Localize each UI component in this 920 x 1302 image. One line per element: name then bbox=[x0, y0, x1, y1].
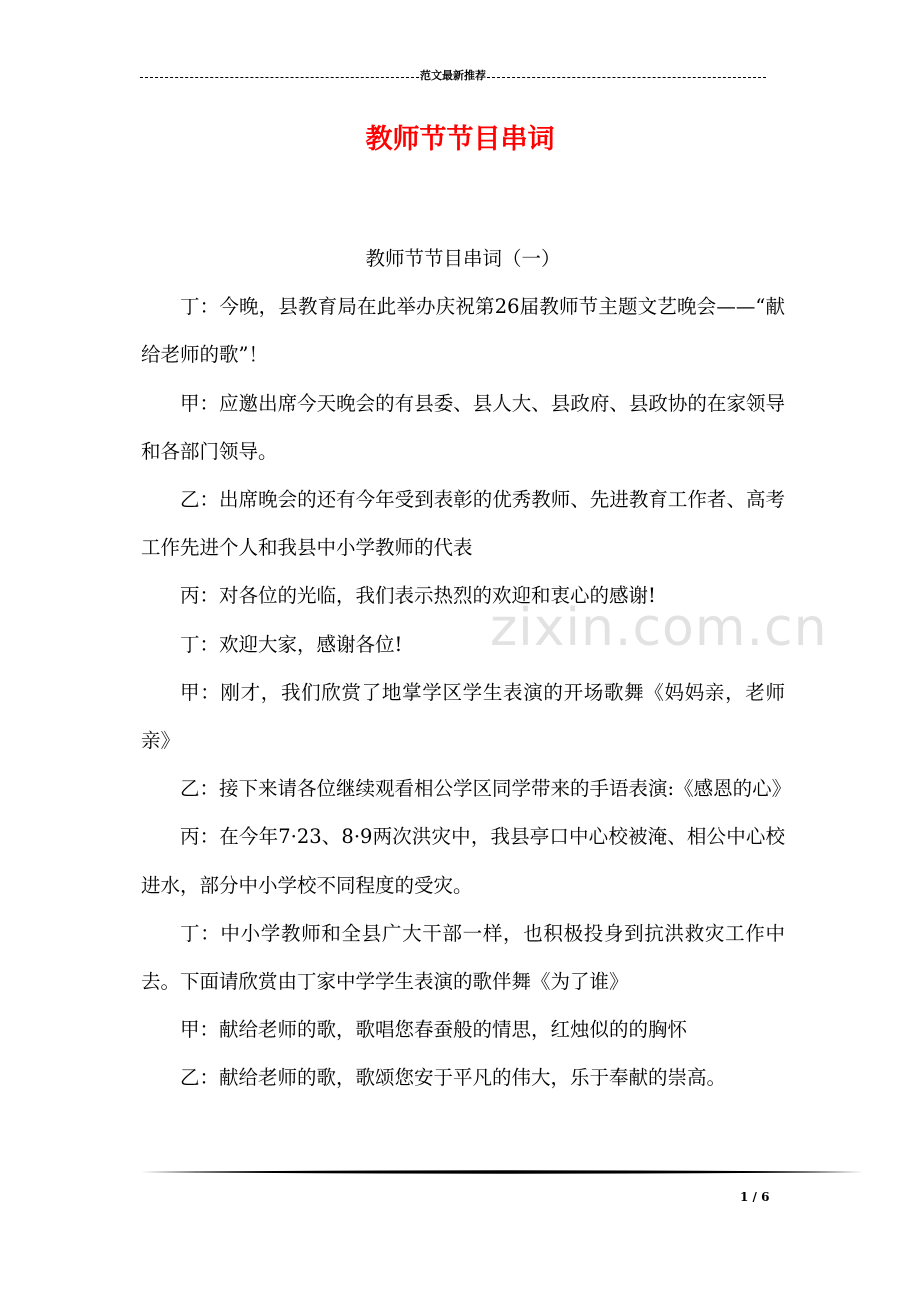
paragraph: 丙：对各位的光临，我们表示热烈的欢迎和衷心的感谢! bbox=[180, 584, 656, 608]
header-label: 范文最新推荐 bbox=[420, 69, 486, 82]
paragraph: 甲：应邀出席今天晚会的有县委、县人大、县政府、县政协的在家领导和各部门领导。 bbox=[141, 391, 785, 463]
document-body bbox=[141, 235, 792, 1103]
header-dash-right bbox=[487, 77, 766, 78]
paragraph: 甲：献给老师的歌，歌唱您春蚕般的情思，红烛似的的胸怀 bbox=[180, 1018, 688, 1042]
paragraph: 丙：在今年7·23、8·9两次洪灾中，我县亭口中心校被淹、相公中心校进水，部分中小学校不同程度的受灾。 bbox=[141, 825, 785, 897]
document-title: 教师节节目串词 bbox=[365, 124, 555, 155]
paragraph: 乙：献给老师的歌，歌颂您安于平凡的伟大，乐于奉献的崇高。 bbox=[180, 1066, 727, 1090]
watermark: zixin.com.cn bbox=[490, 598, 828, 658]
paragraph: 丁：中小学教师和全县广大干部一样，也积极投身到抗洪救灾工作中去。下面请欣赏由丁家中学学生表演的歌伴舞《为了谁》 bbox=[141, 921, 785, 994]
header-dash-left bbox=[140, 77, 419, 78]
paragraph: 丁：欢迎大家，感谢各位! bbox=[180, 632, 403, 656]
section-subtitle: 教师节节目串词（一） bbox=[365, 247, 561, 270]
paragraph: 乙：接下来请各位继续观看相公学区同学带来的手语表演:《感恩的心》 bbox=[180, 777, 792, 801]
page-number: 1 / 6 bbox=[740, 1190, 770, 1204]
paragraph: 乙：出席晚会的还有今年受到表彰的优秀教师、先进教育工作者、高考 工作先进个人和我县中小学教师的代表 bbox=[141, 488, 785, 560]
header-banner bbox=[140, 66, 766, 86]
paragraph: 甲：刚才，我们欣赏了地掌学区学生表演的开场歌舞《妈妈亲，老师亲》 bbox=[141, 680, 785, 753]
footer-divider bbox=[141, 1168, 863, 1176]
paragraph: 丁：今晚，县教育局在此举办庆祝第26届教师节主题文艺晚会——“献给老师的歌”！ bbox=[141, 295, 785, 367]
